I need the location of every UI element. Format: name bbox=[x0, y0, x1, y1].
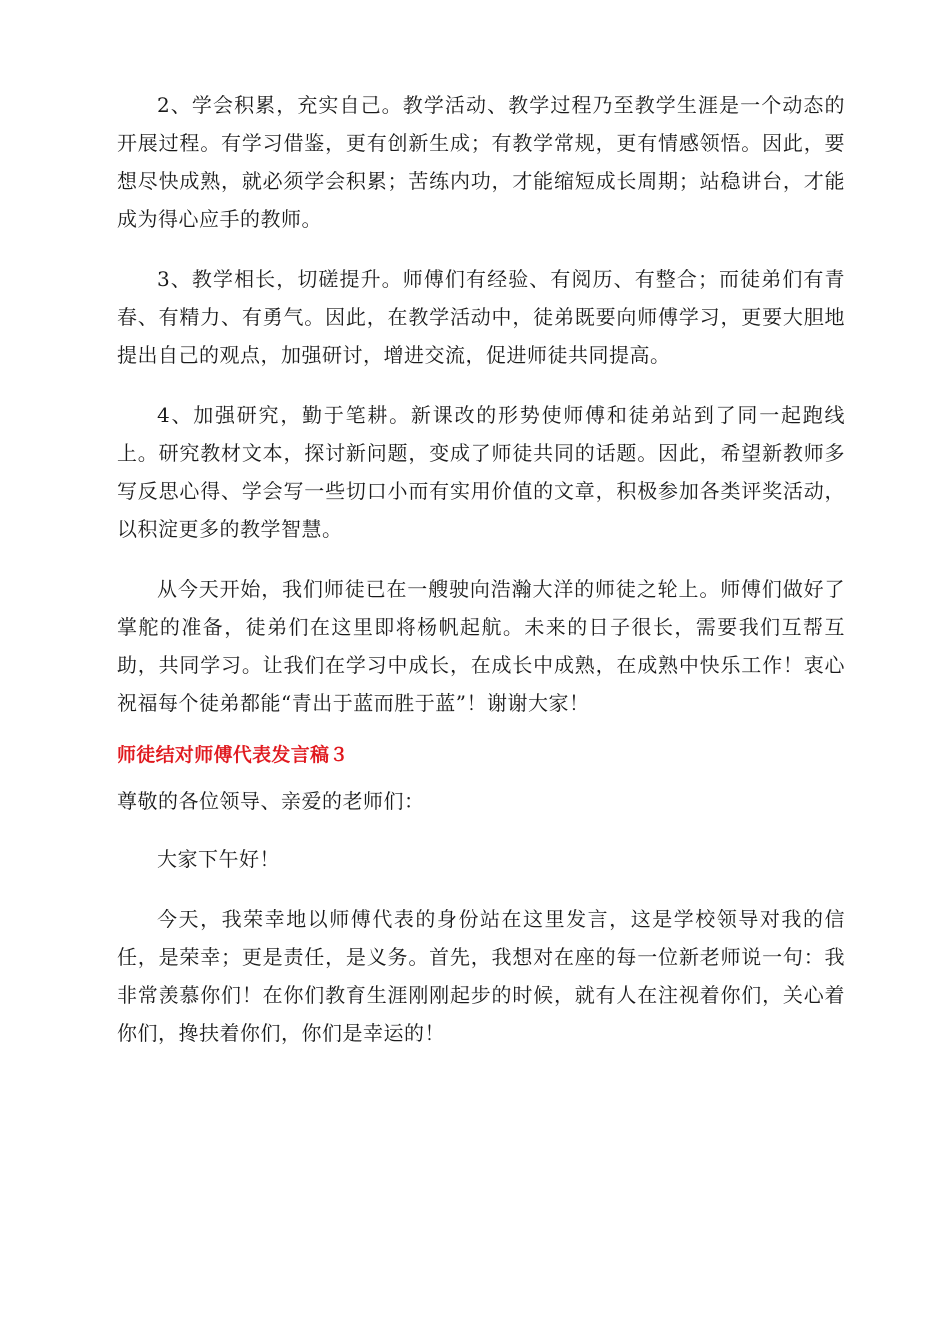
paragraph-point-3: 3、教学相长，切磋提升。师傅们有经验、有阅历、有整合；而徒弟们有青春、有精力、有勇气。因此，在教学活动中，徒弟既要向师傅学习，更要大胆地提出自己的观点，加强研讨，增进交流，促进师徒共同提高。 bbox=[117, 267, 845, 367]
greeting: 大家下午好！ bbox=[157, 847, 280, 871]
document-page bbox=[117, 86, 845, 1074]
paragraph-point-2: 2、学会积累，充实自己。教学活动、教学过程乃至教学生涯是一个动态的开展过程。有学习借鉴，更有创新生成；有教学常规，更有情感领悟。因此，要想尽快成熟，就必须学会积累；苦练内功，才能缩短成长周期；站稳讲台，才能成为得心应手的教师。 bbox=[117, 93, 845, 231]
paragraph-intro: 今天，我荣幸地以师傅代表的身份站在这里发言，这是学校领导对我的信任，是荣幸；更是责任，是义务。首先，我想对在座的每一位新老师说一句：我非常羡慕你们！在你们教育生涯刚刚起步的时候，就有人在注视着你们，关心着你们，搀扶着你们，你们是幸运的！ bbox=[117, 907, 845, 1045]
paragraph-point-4: 4、加强研究，勤于笔耕。新课改的形势使师傅和徒弟站到了同一起跑线上。研究教材文本，探讨新问题，变成了师徒共同的话题。因此，希望新教师多写反思心得、学会写一些切口小而有实用价值的文章，积极参加各类评奖活动，以积淀更多的教学智慧。 bbox=[117, 403, 845, 541]
paragraph-closing: 从今天开始，我们师徒已在一艘驶向浩瀚大洋的师徒之轮上。师傅们做好了掌舵的准备，徒弟们在这里即将杨帆起航。未来的日子很长，需要我们互帮互助，共同学习。让我们在学习中成长，在成长中成熟，在成熟中快乐工作！衷心祝福每个徒弟都能“青出于蓝而胜于蓝”！谢谢大家！ bbox=[117, 577, 845, 715]
salutation: 尊敬的各位领导、亲爱的老师们： bbox=[117, 789, 425, 813]
section-title: 师徒结对师傅代表发言稿３ bbox=[117, 744, 349, 766]
